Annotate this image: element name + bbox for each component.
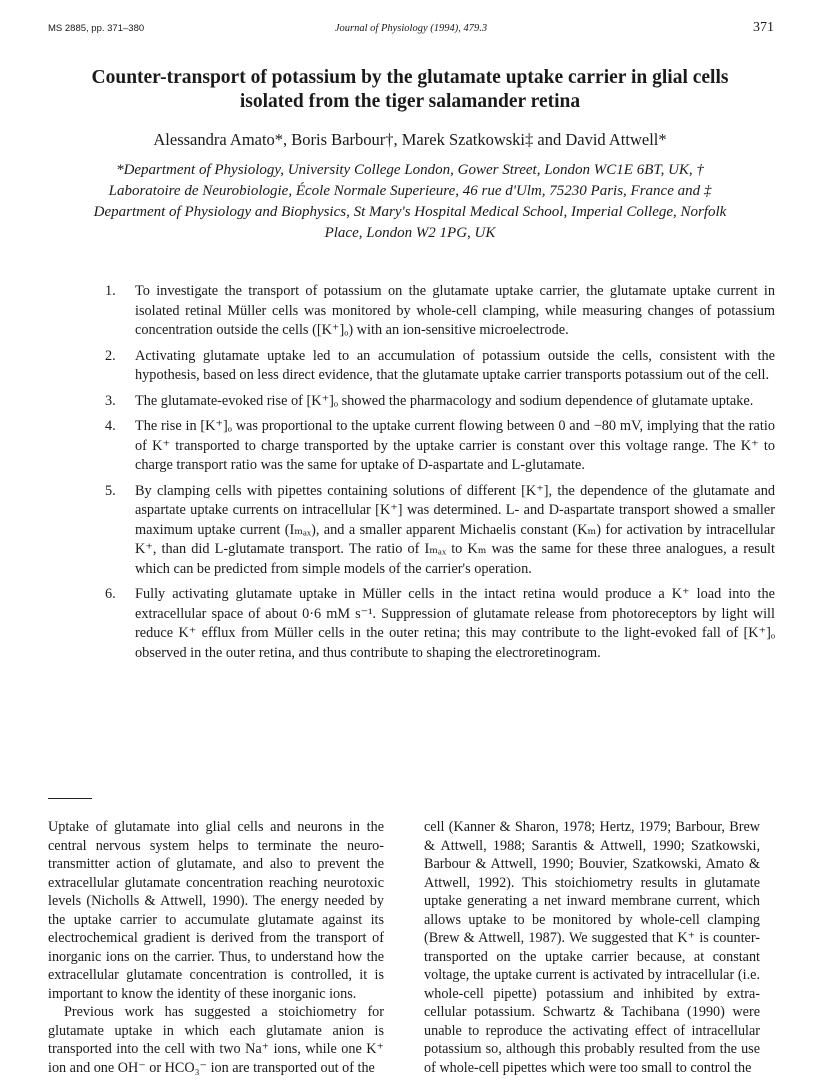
item-text: To investigate the transport of potassium on the glutamate uptake carrier, the glutamate uptake current in isolated retinal Müller cells was monitored by whole-cell clamping, while measuring changes of potassium concentration outside the cells ([K⁺]ₒ) with an ion-sensitive microelectrode. — [135, 283, 775, 338]
item-text: The rise in [K⁺]ₒ was proportional to the uptake current flowing between 0 and −80 mV, implying that the ratio of K⁺ transported to charge transported by the uptake carrier is constant over this voltage range. The K⁺ to charge transport ratio was the same for uptake of D-aspartate and L-glutamate. — [135, 418, 775, 473]
summary-item — [95, 282, 775, 341]
item-number: 5. — [105, 482, 116, 499]
body-paragraph: Uptake of glutamate into glial cells and neurons in the central nervous system helps to terminate the neuro-transmitter action of glutamate, and also to prevent the extracellular glutamate concentration reaching neurotoxic levels (Nicholls & Attwell, 1990). The energy needed by the uptake carrier to accumulate glutamate against its electrochemical gradient is derived from the transport of inorganic ions on the carrier. Thus, to understand how the extracellular glutamate concentration is controlled, it is important to know the identity of these inorganic ions. — [48, 819, 384, 1002]
item-text: By clamping cells with pipettes containing solutions of different [K⁺], the dependence of the glutamate and aspartate uptake currents on intracellular [K⁺] was determined. L- and D-aspartate transport showed a smaller maximum uptake current (Iₘₐₓ), and a smaller apparent Michaelis constant (Kₘ) for activation by intracellular K⁺, than did L-glutamate transport. The ratio of Iₘₐₓ to Kₘ was the same for these three analogues, a result which can be predicted from simple models of the carrier's operation. — [135, 482, 775, 577]
summary-item — [95, 482, 775, 580]
item-text: Fully activating glutamate uptake in Müller cells in the intact retina would produce a K⁺ load into the extracellular space of about 0·6 mM s⁻¹. Suppression of glutamate release from photoreceptors by light will reduce K⁺ efflux from Müller cells in the outer retina; this may contribute to the light-evoked fall of [K⁺]ₒ observed in the outer retina, and thus contribute to shaping the electroretinogram. — [135, 586, 775, 661]
summary-item — [95, 585, 775, 663]
summary-list — [95, 282, 775, 669]
item-number: 3. — [105, 392, 116, 409]
manuscript-reference: MS 2885, pp. 371–380 — [48, 23, 145, 34]
summary-item — [95, 417, 775, 476]
summary-item — [95, 347, 775, 386]
author-list: Alessandra Amato*, Boris Barbour†, Marek Szatkowski‡ and David Attwell* — [153, 130, 667, 149]
article-title: Counter-transport of potassium by the glutamate uptake carrier in glial cells isolated from the tiger salamander retina — [91, 67, 729, 112]
page-number: 371 — [753, 20, 774, 35]
body-paragraph: Previous work has suggested a stoichiometry for glutamate uptake in which each glutamate anion is transported into the cell with two Na⁺ ions, while one K⁺ ion and one OH⁻ or HCO₃⁻ ion are transported out of the — [48, 1004, 384, 1076]
summary-item — [95, 392, 775, 412]
section-divider — [48, 798, 92, 799]
item-text: The glutamate-evoked rise of [K⁺]ₒ showed the pharmacology and sodium dependence of glutamate uptake. — [135, 392, 754, 409]
item-number: 6. — [105, 586, 116, 602]
body-column-right — [424, 818, 760, 1077]
item-number: 1. — [105, 283, 116, 299]
item-number: 2. — [105, 347, 116, 364]
running-header — [48, 20, 774, 40]
affiliations: *Department of Physiology, University College London, Gower Street, London WC1E 6BT, UK, † Laboratoire de Neurobiologie, École Normale Superieure, 46 rue d'Ulm, 75230 Paris, France and ‡ Department of Physiology and Biophysics, St Mary's Hospital Medical School, Imperial College, Norfolk Place, London W2 1PG, UK — [93, 162, 727, 241]
journal-citation: Journal of Physiology (1994), 479.3 — [334, 23, 488, 34]
item-number: 4. — [105, 418, 116, 434]
item-text: Activating glutamate uptake led to an accumulation of potassium outside the cells, consistent with the hypothesis, based on less direct evidence, that the glutamate uptake carrier transports potassium out of the cell. — [135, 347, 775, 383]
body-paragraph: cell (Kanner & Sharon, 1978; Hertz, 1979; Barbour, Brew & Attwell, 1988; Sarantis & Attwell, 1990; Szatkowski, Barbour & Attwell, 1990; Bouvier, Szatkowski, Amato & Attwell, 1992). This stoichiometry results in glutamate uptake generating a net inward membrane current, which allows uptake to be monitored by whole-cell clamping (Brew & Attwell, 1987). We suggested that K⁺ is counter-transported on the uptake carrier because, at constant voltage, the uptake current is activated by intracellular (i.e. whole-cell pipette) potassium and inhibited by extra-cellular potassium. Schwartz & Tachibana (1990) were unable to reproduce the activating effect of intracellular potassium so, although this probably resulted from the use of whole-cell pipettes which were too small to control the — [424, 819, 760, 1076]
body-column-left — [48, 818, 384, 1077]
